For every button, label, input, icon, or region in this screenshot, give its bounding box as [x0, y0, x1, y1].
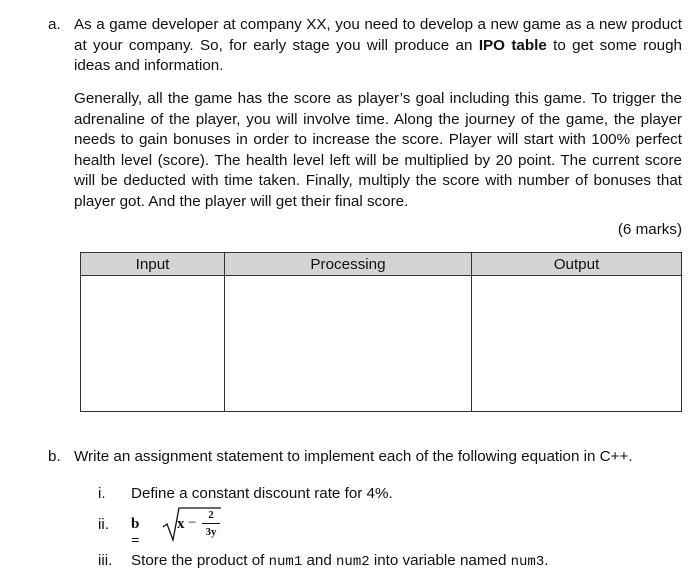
item-ii-label: ii. — [98, 516, 109, 533]
item-iii-label: iii. — [98, 552, 113, 569]
part-b-label: b. — [48, 448, 61, 465]
part-a-description: Generally, all the game has the score as player’s goal including this game. To trigger the adrenaline of the player, you will involve time. Along the journey of the game, the player needs to gain bonuses in order to increase the score. Player will start with 100% perfect health level (score). The health level left will be multiplied by 20 point. The current score will be deducted with time taken. Finally, multiply the score with number of bonuses that player got. And the player will get their final score. — [74, 90, 682, 210]
ipo-table-emphasis: IPO table — [478, 36, 547, 54]
ipo-header-input: Input — [81, 253, 225, 276]
ipo-header-processing: Processing — [225, 253, 472, 276]
ipo-cell-output — [472, 276, 682, 412]
part-b-intro: Write an assignment statement to implement each of the following equation in C++. — [74, 448, 633, 465]
fraction-bar — [202, 523, 220, 524]
code-num1: num1 — [268, 554, 303, 570]
code-num2: num2 — [336, 554, 370, 570]
fraction-numerator: 2 — [208, 509, 214, 521]
ipo-header-output: Output — [472, 253, 682, 276]
code-num3: num3 — [510, 554, 545, 570]
equation-x: x — [177, 516, 185, 532]
item-iii-text: Store the product of num1 and num2 into variable named num3. — [131, 552, 549, 570]
equation-lhs: b = — [131, 516, 140, 549]
item-i-label: i. — [98, 485, 106, 502]
equation-minus: − — [188, 515, 197, 531]
ipo-table — [80, 252, 682, 412]
ipo-cell-input — [81, 276, 225, 412]
part-a-intro: As a game developer at company XX, you need to develop a new game as a new product at your company. So, for early stage you will produce an IPO table to get some rough ideas and information. — [74, 16, 682, 74]
ipo-cell-processing — [225, 276, 472, 412]
part-a-label: a. — [48, 16, 61, 33]
fraction-denominator: 3y — [205, 526, 217, 538]
item-i-text: Define a constant discount rate for 4%. — [131, 485, 393, 502]
marks-label: (6 marks) — [617, 221, 682, 238]
